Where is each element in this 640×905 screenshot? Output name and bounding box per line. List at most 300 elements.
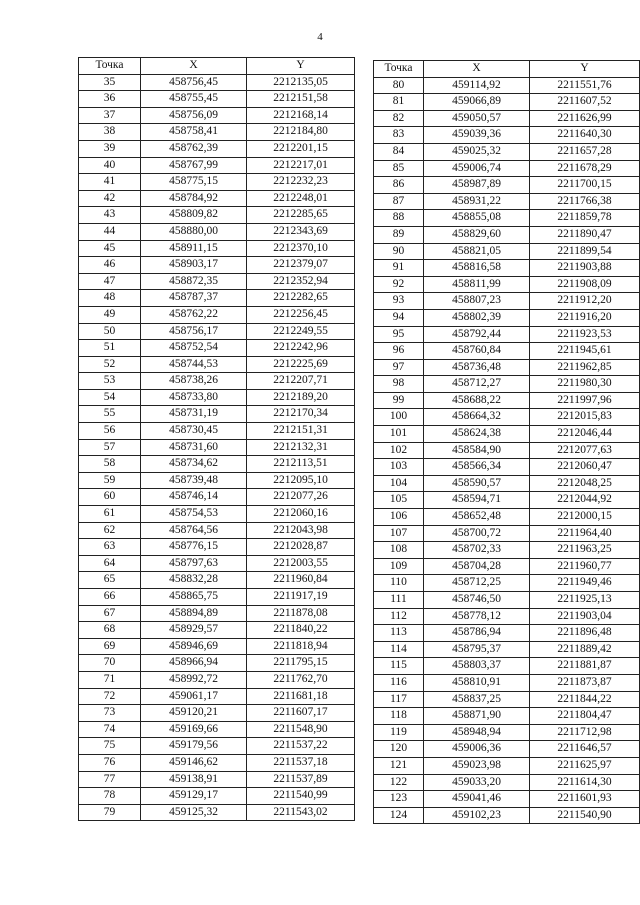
table-row xyxy=(374,525,640,542)
y-coordinate-cell: 2212046,44 xyxy=(530,426,640,443)
y-coordinate-cell: 2211537,89 xyxy=(247,771,355,788)
point-number-cell: 78 xyxy=(79,788,141,805)
table-row xyxy=(374,260,640,277)
x-coordinate-cell: 458809,82 xyxy=(141,207,247,224)
y-coordinate-cell: 2211614,30 xyxy=(530,774,640,791)
x-coordinate-cell: 458829,60 xyxy=(424,226,530,243)
y-coordinate-cell: 2211980,30 xyxy=(530,376,640,393)
y-coordinate-cell: 2211960,77 xyxy=(530,558,640,575)
table-row xyxy=(374,791,640,808)
point-number-cell: 83 xyxy=(374,127,424,144)
x-coordinate-cell: 458755,45 xyxy=(141,91,247,108)
x-coordinate-cell: 458987,89 xyxy=(424,177,530,194)
y-coordinate-cell: 2212113,51 xyxy=(247,456,355,473)
table-row xyxy=(79,124,355,141)
point-number-cell: 75 xyxy=(79,738,141,755)
y-coordinate-cell: 2211646,57 xyxy=(530,741,640,758)
x-coordinate-cell: 458712,25 xyxy=(424,575,530,592)
table-row xyxy=(79,423,355,440)
x-coordinate-cell: 459129,17 xyxy=(141,788,247,805)
x-coordinate-cell: 459146,62 xyxy=(141,754,247,771)
x-coordinate-cell: 458762,39 xyxy=(141,140,247,157)
table-row xyxy=(374,658,640,675)
point-number-cell: 117 xyxy=(374,691,424,708)
x-coordinate-cell: 458756,45 xyxy=(141,74,247,91)
x-coordinate-cell: 458624,38 xyxy=(424,426,530,443)
table-row xyxy=(79,555,355,572)
table-row xyxy=(374,442,640,459)
y-coordinate-cell: 2211916,20 xyxy=(530,309,640,326)
x-coordinate-cell: 458712,27 xyxy=(424,376,530,393)
point-number-cell: 103 xyxy=(374,459,424,476)
x-coordinate-cell: 459025,32 xyxy=(424,143,530,160)
y-coordinate-cell: 2212044,92 xyxy=(530,492,640,509)
table-row xyxy=(374,293,640,310)
y-coordinate-cell: 2211997,96 xyxy=(530,392,640,409)
table-row xyxy=(374,492,640,509)
table-row xyxy=(79,157,355,174)
y-coordinate-cell: 2211925,13 xyxy=(530,592,640,609)
point-number-cell: 53 xyxy=(79,373,141,390)
table-row xyxy=(374,807,640,824)
y-coordinate-cell: 2211551,76 xyxy=(530,77,640,94)
x-coordinate-cell: 458739,48 xyxy=(141,472,247,489)
table-row xyxy=(79,240,355,257)
table-row xyxy=(79,223,355,240)
point-number-cell: 88 xyxy=(374,210,424,227)
y-coordinate-cell: 2212256,45 xyxy=(247,306,355,323)
point-number-cell: 110 xyxy=(374,575,424,592)
y-coordinate-cell: 2211640,30 xyxy=(530,127,640,144)
x-coordinate-cell: 459125,32 xyxy=(141,804,247,821)
point-number-cell: 47 xyxy=(79,273,141,290)
x-coordinate-cell: 458903,17 xyxy=(141,257,247,274)
point-number-cell: 95 xyxy=(374,326,424,343)
table-row xyxy=(374,475,640,492)
table-row xyxy=(79,638,355,655)
y-coordinate-cell: 2212184,80 xyxy=(247,124,355,141)
y-coordinate-cell: 2211626,99 xyxy=(530,110,640,127)
table-row xyxy=(374,575,640,592)
point-number-cell: 67 xyxy=(79,605,141,622)
table-row xyxy=(79,257,355,274)
x-coordinate-cell: 458566,34 xyxy=(424,459,530,476)
table-row xyxy=(374,160,640,177)
x-coordinate-cell: 458784,92 xyxy=(141,190,247,207)
point-number-cell: 91 xyxy=(374,260,424,277)
y-coordinate-cell: 2211766,38 xyxy=(530,193,640,210)
point-number-cell: 99 xyxy=(374,392,424,409)
point-number-cell: 51 xyxy=(79,340,141,357)
table-row xyxy=(374,243,640,260)
y-coordinate-cell: 2211964,40 xyxy=(530,525,640,542)
y-coordinate-cell: 2212352,94 xyxy=(247,273,355,290)
table-row xyxy=(79,340,355,357)
table-row xyxy=(374,193,640,210)
table-row xyxy=(79,655,355,672)
x-coordinate-cell: 458756,09 xyxy=(141,107,247,124)
x-coordinate-cell: 458764,56 xyxy=(141,522,247,539)
point-number-cell: 65 xyxy=(79,572,141,589)
y-coordinate-cell: 2211889,42 xyxy=(530,641,640,658)
table-row xyxy=(374,127,640,144)
table-row xyxy=(374,542,640,559)
point-number-cell: 48 xyxy=(79,290,141,307)
table-row xyxy=(79,572,355,589)
x-coordinate-cell: 458744,53 xyxy=(141,356,247,373)
y-coordinate-cell: 2212282,65 xyxy=(247,290,355,307)
y-coordinate-cell: 2211804,47 xyxy=(530,708,640,725)
y-coordinate-cell: 2211840,22 xyxy=(247,622,355,639)
point-number-cell: 66 xyxy=(79,589,141,606)
point-number-cell: 36 xyxy=(79,91,141,108)
table-row xyxy=(79,506,355,523)
point-number-cell: 108 xyxy=(374,542,424,559)
x-coordinate-cell: 458811,99 xyxy=(424,276,530,293)
x-coordinate-cell: 459023,98 xyxy=(424,757,530,774)
y-coordinate-cell: 2211912,20 xyxy=(530,293,640,310)
y-coordinate-cell: 2211607,52 xyxy=(530,94,640,111)
header-point: Точка xyxy=(79,58,141,75)
point-number-cell: 92 xyxy=(374,276,424,293)
x-coordinate-cell: 458664,32 xyxy=(424,409,530,426)
y-coordinate-cell: 2211700,15 xyxy=(530,177,640,194)
point-number-cell: 64 xyxy=(79,555,141,572)
x-coordinate-cell: 458590,57 xyxy=(424,475,530,492)
point-number-cell: 113 xyxy=(374,625,424,642)
table-row xyxy=(79,456,355,473)
header-point: Точка xyxy=(374,61,424,78)
point-number-cell: 90 xyxy=(374,243,424,260)
table-row xyxy=(79,489,355,506)
table-row xyxy=(79,539,355,556)
point-number-cell: 89 xyxy=(374,226,424,243)
x-coordinate-cell: 458758,41 xyxy=(141,124,247,141)
table-row xyxy=(374,392,640,409)
point-number-cell: 69 xyxy=(79,638,141,655)
y-coordinate-cell: 2211945,61 xyxy=(530,343,640,360)
table-row xyxy=(374,326,640,343)
point-number-cell: 116 xyxy=(374,674,424,691)
table-row xyxy=(374,592,640,609)
point-number-cell: 40 xyxy=(79,157,141,174)
table-row xyxy=(79,74,355,91)
y-coordinate-cell: 2212189,20 xyxy=(247,389,355,406)
x-coordinate-cell: 458756,17 xyxy=(141,323,247,340)
x-coordinate-cell: 459114,92 xyxy=(424,77,530,94)
y-coordinate-cell: 2211878,08 xyxy=(247,605,355,622)
y-coordinate-cell: 2212168,14 xyxy=(247,107,355,124)
point-number-cell: 104 xyxy=(374,475,424,492)
point-number-cell: 111 xyxy=(374,592,424,609)
y-coordinate-cell: 2212132,31 xyxy=(247,439,355,456)
point-number-cell: 112 xyxy=(374,608,424,625)
point-number-cell: 71 xyxy=(79,671,141,688)
y-coordinate-cell: 2212217,01 xyxy=(247,157,355,174)
point-number-cell: 124 xyxy=(374,807,424,824)
x-coordinate-cell: 458704,28 xyxy=(424,558,530,575)
y-coordinate-cell: 2212207,71 xyxy=(247,373,355,390)
table-row xyxy=(374,343,640,360)
point-number-cell: 76 xyxy=(79,754,141,771)
y-coordinate-cell: 2212095,10 xyxy=(247,472,355,489)
table-body-left xyxy=(79,74,355,821)
x-coordinate-cell: 458702,33 xyxy=(424,542,530,559)
table-row xyxy=(374,757,640,774)
table-row xyxy=(79,688,355,705)
y-coordinate-cell: 2212201,15 xyxy=(247,140,355,157)
point-number-cell: 80 xyxy=(374,77,424,94)
point-number-cell: 102 xyxy=(374,442,424,459)
x-coordinate-cell: 458872,35 xyxy=(141,273,247,290)
table-row xyxy=(374,77,640,94)
y-coordinate-cell: 2211712,98 xyxy=(530,724,640,741)
page-number: 4 xyxy=(317,31,323,43)
y-coordinate-cell: 2212248,01 xyxy=(247,190,355,207)
table-row xyxy=(79,389,355,406)
x-coordinate-cell: 458837,25 xyxy=(424,691,530,708)
y-coordinate-cell: 2211537,22 xyxy=(247,738,355,755)
point-number-cell: 115 xyxy=(374,658,424,675)
x-coordinate-cell: 458880,00 xyxy=(141,223,247,240)
x-coordinate-cell: 458810,91 xyxy=(424,674,530,691)
table-row xyxy=(374,674,640,691)
x-coordinate-cell: 458734,62 xyxy=(141,456,247,473)
table-row xyxy=(374,426,640,443)
point-number-cell: 100 xyxy=(374,409,424,426)
x-coordinate-cell: 458803,37 xyxy=(424,658,530,675)
x-coordinate-cell: 458731,60 xyxy=(141,439,247,456)
y-coordinate-cell: 2211762,70 xyxy=(247,671,355,688)
point-number-cell: 50 xyxy=(79,323,141,340)
point-number-cell: 98 xyxy=(374,376,424,393)
x-coordinate-cell: 458786,94 xyxy=(424,625,530,642)
x-coordinate-cell: 458855,08 xyxy=(424,210,530,227)
point-number-cell: 55 xyxy=(79,406,141,423)
point-number-cell: 73 xyxy=(79,705,141,722)
y-coordinate-cell: 2211548,90 xyxy=(247,721,355,738)
x-coordinate-cell: 458688,22 xyxy=(424,392,530,409)
table-row xyxy=(79,439,355,456)
y-coordinate-cell: 2211890,47 xyxy=(530,226,640,243)
point-number-cell: 87 xyxy=(374,193,424,210)
y-coordinate-cell: 2212249,55 xyxy=(247,323,355,340)
y-coordinate-cell: 2211657,28 xyxy=(530,143,640,160)
table-row xyxy=(79,771,355,788)
point-number-cell: 96 xyxy=(374,343,424,360)
y-coordinate-cell: 2212003,55 xyxy=(247,555,355,572)
point-number-cell: 37 xyxy=(79,107,141,124)
x-coordinate-cell: 458929,57 xyxy=(141,622,247,639)
table-row xyxy=(374,741,640,758)
table-row xyxy=(79,174,355,191)
point-number-cell: 122 xyxy=(374,774,424,791)
y-coordinate-cell: 2212343,69 xyxy=(247,223,355,240)
y-coordinate-cell: 2211962,85 xyxy=(530,359,640,376)
table-row xyxy=(79,356,355,373)
y-coordinate-cell: 2212000,15 xyxy=(530,509,640,526)
table-row xyxy=(79,290,355,307)
point-number-cell: 119 xyxy=(374,724,424,741)
x-coordinate-cell: 458776,15 xyxy=(141,539,247,556)
x-coordinate-cell: 459006,36 xyxy=(424,741,530,758)
table-row xyxy=(79,605,355,622)
y-coordinate-cell: 2211873,87 xyxy=(530,674,640,691)
point-number-cell: 35 xyxy=(79,74,141,91)
table-row xyxy=(79,522,355,539)
x-coordinate-cell: 459033,20 xyxy=(424,774,530,791)
y-coordinate-cell: 2211963,25 xyxy=(530,542,640,559)
point-number-cell: 121 xyxy=(374,757,424,774)
x-coordinate-cell: 458871,90 xyxy=(424,708,530,725)
point-number-cell: 56 xyxy=(79,423,141,440)
x-coordinate-cell: 458594,71 xyxy=(424,492,530,509)
x-coordinate-cell: 458948,94 xyxy=(424,724,530,741)
x-coordinate-cell: 458816,58 xyxy=(424,260,530,277)
x-coordinate-cell: 458746,50 xyxy=(424,592,530,609)
point-number-cell: 45 xyxy=(79,240,141,257)
table-row xyxy=(374,608,640,625)
y-coordinate-cell: 2211908,09 xyxy=(530,276,640,293)
table-row xyxy=(374,641,640,658)
y-coordinate-cell: 2212285,65 xyxy=(247,207,355,224)
point-number-cell: 85 xyxy=(374,160,424,177)
y-coordinate-cell: 2211678,29 xyxy=(530,160,640,177)
point-number-cell: 101 xyxy=(374,426,424,443)
point-number-cell: 46 xyxy=(79,257,141,274)
header-y: Y xyxy=(530,61,640,78)
point-number-cell: 109 xyxy=(374,558,424,575)
point-number-cell: 114 xyxy=(374,641,424,658)
coordinates-table-left xyxy=(78,57,355,821)
y-coordinate-cell: 2212170,34 xyxy=(247,406,355,423)
y-coordinate-cell: 2211896,48 xyxy=(530,625,640,642)
table-body-right xyxy=(374,77,640,824)
table-row xyxy=(79,589,355,606)
point-number-cell: 44 xyxy=(79,223,141,240)
y-coordinate-cell: 2211844,22 xyxy=(530,691,640,708)
table-row xyxy=(79,107,355,124)
x-coordinate-cell: 458731,19 xyxy=(141,406,247,423)
table-header-row xyxy=(374,61,640,78)
y-coordinate-cell: 2212232,23 xyxy=(247,174,355,191)
table-row xyxy=(374,276,640,293)
point-number-cell: 52 xyxy=(79,356,141,373)
y-coordinate-cell: 2212060,47 xyxy=(530,459,640,476)
table-row xyxy=(374,459,640,476)
table-row xyxy=(374,359,640,376)
table-row xyxy=(374,376,640,393)
x-coordinate-cell: 458754,53 xyxy=(141,506,247,523)
point-number-cell: 68 xyxy=(79,622,141,639)
point-number-cell: 60 xyxy=(79,489,141,506)
point-number-cell: 70 xyxy=(79,655,141,672)
point-number-cell: 42 xyxy=(79,190,141,207)
point-number-cell: 97 xyxy=(374,359,424,376)
x-coordinate-cell: 458736,48 xyxy=(424,359,530,376)
table-row xyxy=(79,738,355,755)
x-coordinate-cell: 458795,37 xyxy=(424,641,530,658)
table-row xyxy=(79,91,355,108)
x-coordinate-cell: 458652,48 xyxy=(424,509,530,526)
table-row xyxy=(79,754,355,771)
table-row xyxy=(374,409,640,426)
point-number-cell: 82 xyxy=(374,110,424,127)
y-coordinate-cell: 2212015,83 xyxy=(530,409,640,426)
table-row xyxy=(79,788,355,805)
x-coordinate-cell: 458767,99 xyxy=(141,157,247,174)
y-coordinate-cell: 2211899,54 xyxy=(530,243,640,260)
point-number-cell: 62 xyxy=(79,522,141,539)
table-row xyxy=(374,210,640,227)
point-number-cell: 107 xyxy=(374,525,424,542)
table-row xyxy=(374,226,640,243)
x-coordinate-cell: 459006,74 xyxy=(424,160,530,177)
x-coordinate-cell: 459041,46 xyxy=(424,791,530,808)
x-coordinate-cell: 459050,57 xyxy=(424,110,530,127)
y-coordinate-cell: 2211625,97 xyxy=(530,757,640,774)
x-coordinate-cell: 458911,15 xyxy=(141,240,247,257)
y-coordinate-cell: 2211923,53 xyxy=(530,326,640,343)
header-x: X xyxy=(424,61,530,78)
x-coordinate-cell: 458752,54 xyxy=(141,340,247,357)
table-row xyxy=(374,177,640,194)
y-coordinate-cell: 2212135,05 xyxy=(247,74,355,91)
x-coordinate-cell: 459061,17 xyxy=(141,688,247,705)
point-number-cell: 120 xyxy=(374,741,424,758)
point-number-cell: 39 xyxy=(79,140,141,157)
point-number-cell: 72 xyxy=(79,688,141,705)
x-coordinate-cell: 458992,72 xyxy=(141,671,247,688)
point-number-cell: 63 xyxy=(79,539,141,556)
point-number-cell: 54 xyxy=(79,389,141,406)
y-coordinate-cell: 2212060,16 xyxy=(247,506,355,523)
y-coordinate-cell: 2211903,04 xyxy=(530,608,640,625)
x-coordinate-cell: 458730,45 xyxy=(141,423,247,440)
y-coordinate-cell: 2212370,10 xyxy=(247,240,355,257)
y-coordinate-cell: 2212151,58 xyxy=(247,91,355,108)
x-coordinate-cell: 458746,14 xyxy=(141,489,247,506)
y-coordinate-cell: 2211795,15 xyxy=(247,655,355,672)
y-coordinate-cell: 2212225,69 xyxy=(247,356,355,373)
y-coordinate-cell: 2211881,87 xyxy=(530,658,640,675)
point-number-cell: 43 xyxy=(79,207,141,224)
y-coordinate-cell: 2212077,63 xyxy=(530,442,640,459)
y-coordinate-cell: 2211949,46 xyxy=(530,575,640,592)
y-coordinate-cell: 2211917,19 xyxy=(247,589,355,606)
x-coordinate-cell: 458894,89 xyxy=(141,605,247,622)
y-coordinate-cell: 2211543,02 xyxy=(247,804,355,821)
y-coordinate-cell: 2211903,88 xyxy=(530,260,640,277)
y-coordinate-cell: 2212242,96 xyxy=(247,340,355,357)
y-coordinate-cell: 2211960,84 xyxy=(247,572,355,589)
table-row xyxy=(374,708,640,725)
table-row xyxy=(374,309,640,326)
x-coordinate-cell: 459138,91 xyxy=(141,771,247,788)
y-coordinate-cell: 2211681,18 xyxy=(247,688,355,705)
y-coordinate-cell: 2212077,26 xyxy=(247,489,355,506)
x-coordinate-cell: 458807,23 xyxy=(424,293,530,310)
y-coordinate-cell: 2211540,90 xyxy=(530,807,640,824)
point-number-cell: 105 xyxy=(374,492,424,509)
y-coordinate-cell: 2211818,94 xyxy=(247,638,355,655)
point-number-cell: 86 xyxy=(374,177,424,194)
x-coordinate-cell: 458865,75 xyxy=(141,589,247,606)
x-coordinate-cell: 458832,28 xyxy=(141,572,247,589)
coordinates-table-right xyxy=(373,60,640,824)
table-row xyxy=(374,558,640,575)
y-coordinate-cell: 2211537,18 xyxy=(247,754,355,771)
